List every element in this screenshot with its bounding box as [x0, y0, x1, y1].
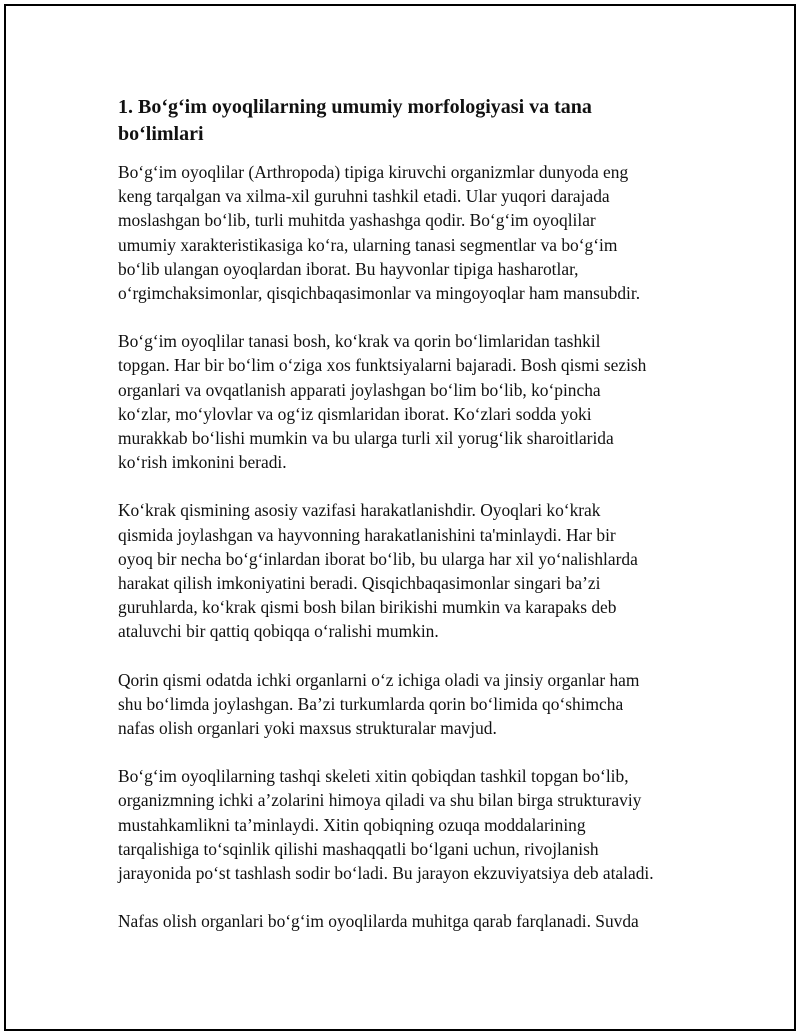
document-body	[118, 94, 698, 957]
paragraph-respiration: Nafas olish organlari bo‘g‘im oyoqlilarda muhitga qarab farqlanadi. Suvda	[118, 911, 639, 932]
paragraph-abdomen: Qorin qismi odatda ichki organlarni o‘z ichiga oladi va jinsiy organlar ham shu bo‘limda joylashgan. Ba’zi turkumlarda qorin bo‘limida qo‘shimcha nafas olish organlari yoki maxsus strukturalar mavjud.	[118, 669, 640, 739]
document-page	[4, 4, 796, 1031]
paragraph-body-sections: Bo‘g‘im oyoqlilar tanasi bosh, ko‘krak va qorin bo‘limlaridan tashkil topgan. Har bir bo‘lim o‘ziga xos funktsiyalarni bajaradi. Bosh qismi sezish organlari va ovqatlanish apparati joylashgan bo‘lim bo‘lib, ko‘pincha ko‘zlar, mo‘ylovlar va og‘iz qismlaridan iborat. Ko‘zlari sodda yoki murakkab bo‘lishi mumkin va bu ularga turli xil yorug‘lik sharoitlarida ko‘rish imkonini beradi.	[118, 331, 647, 473]
paragraph-arthropoda-overview: Bo‘g‘im oyoqlilar (Arthropoda) tipiga kiruvchi organizmlar dunyoda eng keng tarqalgan va xilma-xil guruhni tashkil etadi. Ular yuqori darajada moslashgan bo‘lib, turli muhitda yashashga qodir. Bo‘g‘im oyoqlilar umumiy xarakteristikasiga ko‘ra, ularning tanasi segmentlar va bo‘g‘im bo‘lib ulangan oyoqlardan iborat. Bu hayvonlar tipiga hasharotlar, o‘rgimchaksimonlar, qisqichbaqasimonlar va mingoyoqlar ham mansubdir.	[118, 162, 641, 304]
section-heading: 1. Bo‘g‘im oyoqlilarning umumiy morfologiyasi va tana bo‘limlari	[118, 96, 592, 145]
paragraph-exoskeleton: Bo‘g‘im oyoqlilarning tashqi skeleti xitin qobiqdan tashkil topgan bo‘lib, organizmning ichki a’zolarini himoya qiladi va shu bilan birga strukturaviy mustahkamlikni ta’minlaydi. Xitin qobiqning ozuqa moddalarining tarqalishiga to‘sqinlik qilishi mashaqqatli bo‘lgani uchun, rivojlanish jarayonida po‘st tashlash sodir bo‘ladi. Bu jarayon ekzuviyatsiya deb ataladi.	[118, 766, 654, 884]
paragraph-thorax: Ko‘krak qismining asosiy vazifasi harakatlanishdir. Oyoqlari ko‘krak qismida joylashgan va hayvonning harakatlanishini ta'minlaydi. Har bir oyoq bir necha bo‘g‘inlardan iborat bo‘lib, bu ularga har xil yo‘nalishlarda harakat qilish imkoniyatini beradi. Qisqichbaqasimonlar singari ba’zi guruhlarda, ko‘krak qismi bosh bilan birikishi mumkin va karapaks deb ataluvchi bir qattiq qobiqqa o‘ralishi mumkin.	[118, 500, 638, 642]
